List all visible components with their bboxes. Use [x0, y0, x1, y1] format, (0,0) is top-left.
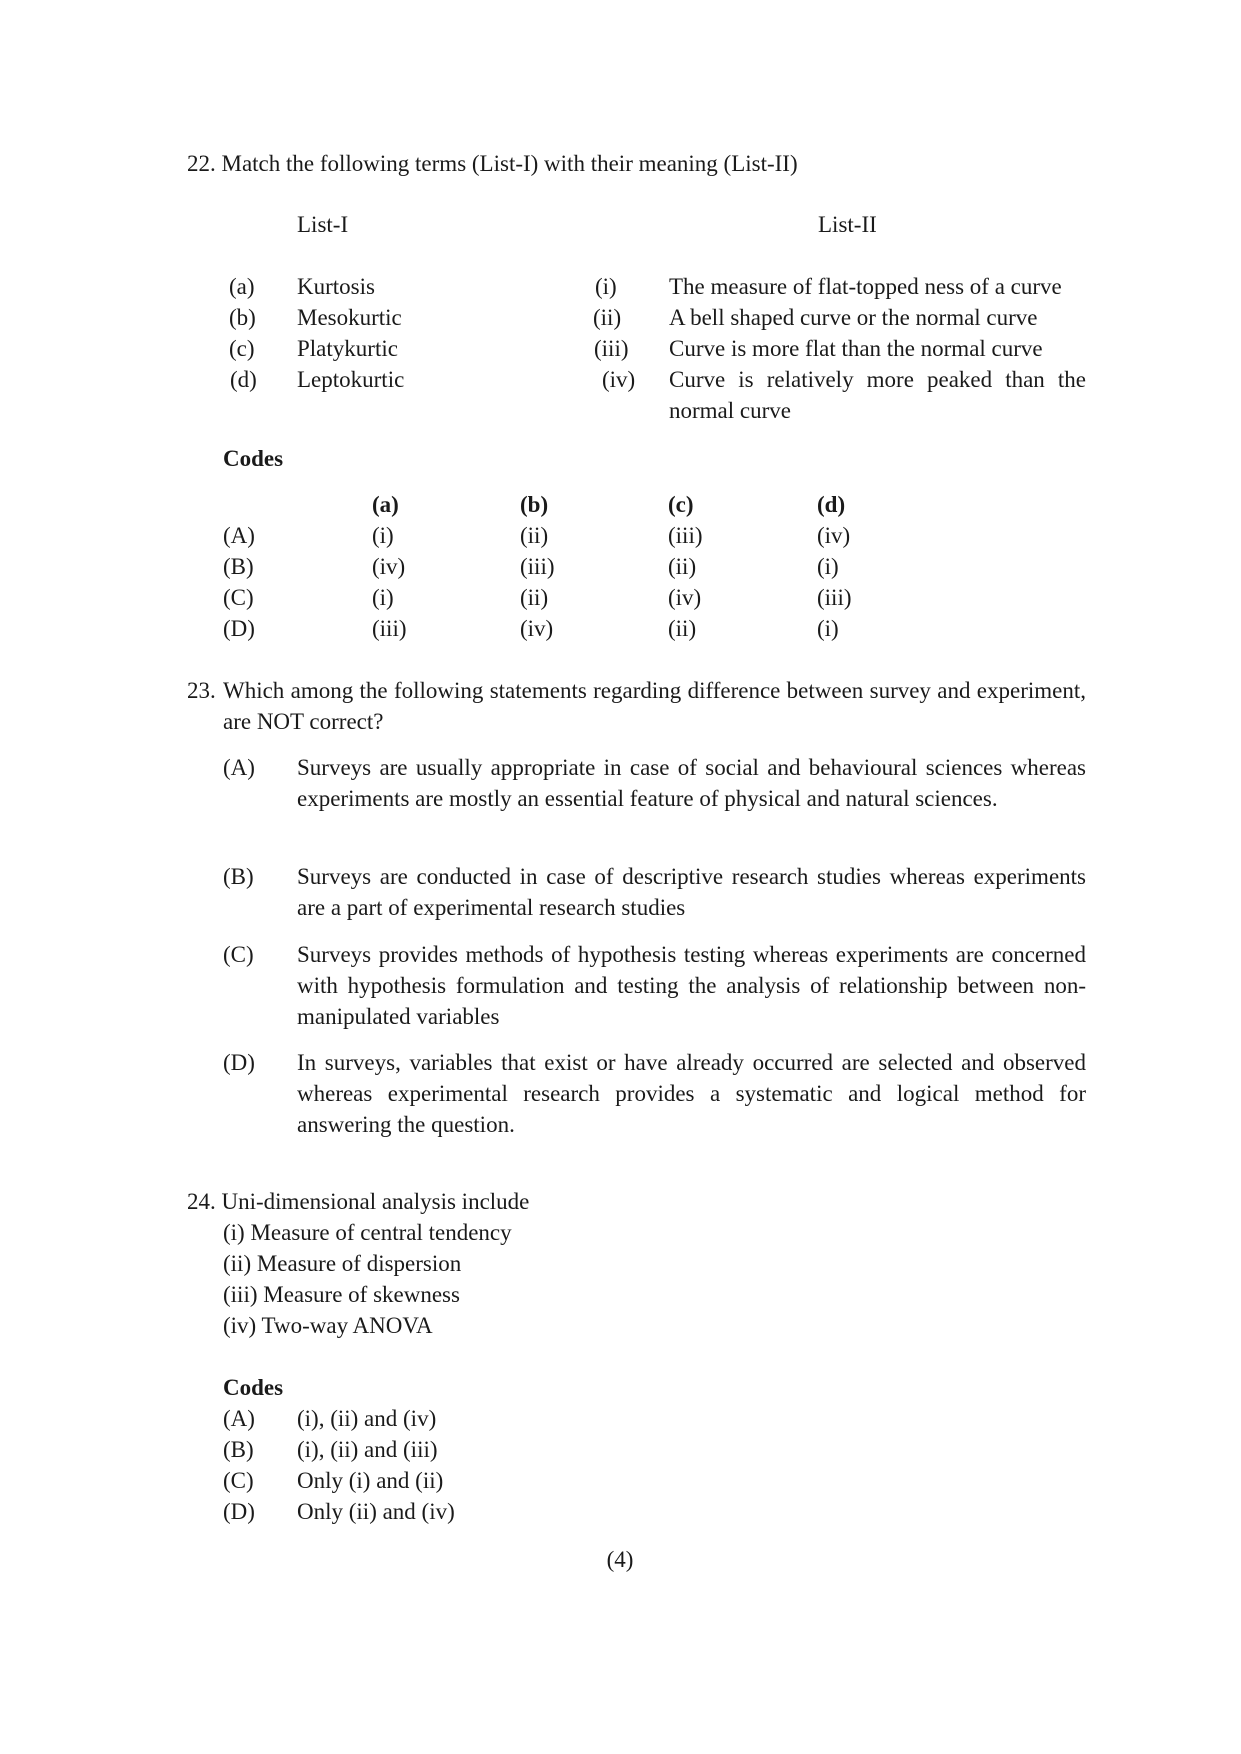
q22-row-meaning: The measure of flat-topped ness of a curve	[669, 274, 1062, 299]
q22-row-num: (iii)	[594, 336, 629, 361]
q22-list2-header: List-II	[818, 212, 877, 237]
q24-code-option: (B)	[223, 1437, 254, 1462]
q22-code-value: (iii)	[668, 523, 703, 548]
q22-code-option: (B)	[223, 554, 254, 579]
q22-row-num: (ii)	[593, 305, 622, 330]
q23-option-text: In surveys, variables that exist or have already occurred are selected and observed whereas experimental research provides a systematic and logical method for answering the question.	[297, 1050, 1086, 1137]
q24-item: (iii) Measure of skewness	[223, 1282, 460, 1307]
q22-code-value: (i)	[372, 585, 394, 610]
q24-code-option: (D)	[223, 1499, 255, 1524]
q24-item: (ii) Measure of dispersion	[223, 1251, 462, 1276]
q22-code-value: (ii)	[668, 616, 697, 641]
q22-code-value: (iv)	[520, 616, 554, 641]
q22-row-label: (d)	[230, 367, 257, 392]
q22-code-value: (ii)	[520, 585, 549, 610]
q22-code-value: (ii)	[668, 554, 697, 579]
q24-code-option: (A)	[223, 1406, 255, 1431]
q22-row-meaning: Curve is more flat than the normal curve	[669, 336, 1043, 361]
q24-item: (iv) Two-way ANOVA	[223, 1313, 433, 1338]
q22-code-option: (C)	[223, 585, 254, 610]
q22-code-value: (i)	[817, 554, 839, 579]
q22-code-value: (iii)	[372, 616, 407, 641]
q23-option-label: (B)	[223, 864, 254, 889]
q23-option-text: Surveys are conducted in case of descriptive research studies whereas experiments are a part of experimental research studies	[297, 864, 1086, 920]
q22-code-value: (i)	[817, 616, 839, 641]
q23-option-label: (A)	[223, 755, 255, 780]
q22-row-num: (i)	[595, 274, 617, 299]
q24-code-text: Only (ii) and (iv)	[297, 1499, 455, 1524]
q23-option-text: Surveys provides methods of hypothesis testing whereas experiments are concerned with hypothesis formulation and testing the analysis of relationship between non-manipulated variables	[297, 942, 1086, 1029]
q22-row-term: Leptokurtic	[297, 367, 405, 392]
q22-row-meaning: Curve is relatively more peaked than the normal curve	[669, 367, 1086, 423]
q22-code-option: (D)	[223, 616, 255, 641]
q22-code-value: (i)	[372, 523, 394, 548]
q22-row-label: (c)	[229, 336, 255, 361]
q23-number: 23.	[187, 678, 216, 703]
q22-row-meaning: A bell shaped curve or the normal curve	[669, 305, 1038, 330]
q22-codes-header: (b)	[520, 492, 549, 517]
q22-code-value: (iv)	[668, 585, 702, 610]
q24-item: (i) Measure of central tendency	[223, 1220, 512, 1245]
q24-code-text: Only (i) and (ii)	[297, 1468, 444, 1493]
q22-row-term: Kurtosis	[297, 274, 375, 299]
q22-row-term: Platykurtic	[297, 336, 398, 361]
q22-codes-label: Codes	[223, 446, 284, 471]
q22-title: 22. Match the following terms (List-I) with their meaning (List-II)	[187, 151, 798, 176]
q22-code-value: (iv)	[817, 523, 851, 548]
page-number: (4)	[606, 1547, 634, 1572]
q24-codes-label: Codes	[223, 1375, 284, 1400]
q22-codes-header: (a)	[372, 492, 399, 517]
q23-option-text: Surveys are usually appropriate in case of social and behavioural sciences whereas experiments are mostly an essential feature of physical and natural sciences.	[297, 755, 1086, 811]
q23-option-label: (D)	[223, 1050, 255, 1075]
q24-title: 24. Uni-dimensional analysis include	[187, 1189, 530, 1214]
q22-code-value: (ii)	[520, 523, 549, 548]
q22-code-value: (iii)	[817, 585, 852, 610]
q22-list1-header: List-I	[297, 212, 349, 237]
q22-row-num: (iv)	[602, 367, 636, 392]
q22-code-value: (iv)	[372, 554, 406, 579]
q23-title: Which among the following statements regarding difference between survey and experiment, are NOT correct?	[223, 678, 1086, 734]
q22-row-label: (b)	[229, 305, 256, 330]
q22-codes-header: (d)	[817, 492, 846, 517]
q22-row-label: (a)	[229, 274, 255, 299]
q22-codes-header: (c)	[668, 492, 694, 517]
q22-code-option: (A)	[223, 523, 255, 548]
q22-code-value: (iii)	[520, 554, 555, 579]
q24-code-text: (i), (ii) and (iii)	[297, 1437, 438, 1462]
q24-code-option: (C)	[223, 1468, 254, 1493]
q23-option-label: (C)	[223, 942, 254, 967]
q24-code-text: (i), (ii) and (iv)	[297, 1406, 437, 1431]
q22-row-term: Mesokurtic	[297, 305, 402, 330]
